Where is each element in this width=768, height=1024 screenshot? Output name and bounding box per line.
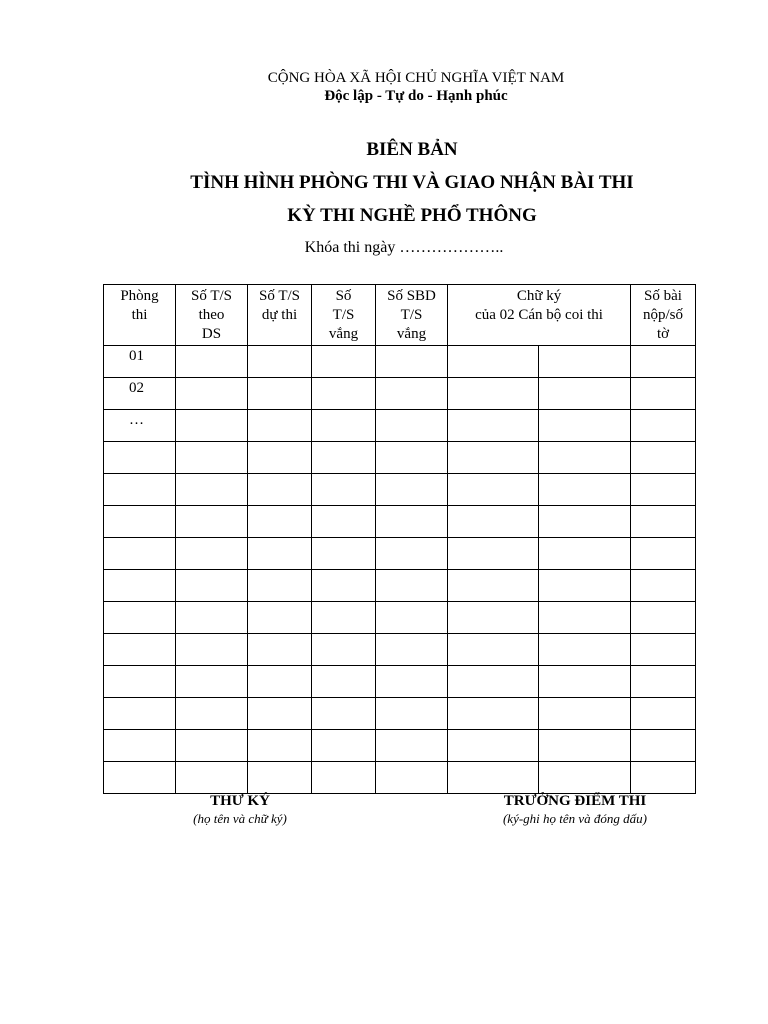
table-cell xyxy=(376,634,448,666)
table-cell xyxy=(539,474,631,506)
table-row xyxy=(104,474,696,506)
table-cell xyxy=(448,346,539,378)
room-number-cell xyxy=(104,506,176,538)
table-cell xyxy=(631,538,696,570)
table-cell xyxy=(248,602,312,634)
table-cell xyxy=(539,378,631,410)
col-header-listed-candidates xyxy=(176,285,248,346)
table-cell xyxy=(176,538,248,570)
table-cell xyxy=(539,602,631,634)
table-cell xyxy=(539,506,631,538)
col-header-proctor-signatures xyxy=(448,285,631,346)
table-cell xyxy=(312,634,376,666)
table-cell xyxy=(248,442,312,474)
table-cell xyxy=(312,346,376,378)
national-motto: Độc lập - Tự do - Hạnh phúc xyxy=(324,88,508,104)
header-text: theo xyxy=(198,307,225,323)
table-cell xyxy=(176,666,248,698)
table-cell xyxy=(376,442,448,474)
room-number-cell xyxy=(104,762,176,794)
table-cell xyxy=(248,474,312,506)
table-cell xyxy=(539,570,631,602)
table-cell xyxy=(631,698,696,730)
table-cell xyxy=(448,538,539,570)
table-cell xyxy=(539,538,631,570)
table-cell xyxy=(312,666,376,698)
table-cell xyxy=(376,762,448,794)
table-cell xyxy=(448,410,539,442)
room-number-cell xyxy=(104,442,176,474)
table-cell xyxy=(448,442,539,474)
room-number-cell xyxy=(104,538,176,570)
table-cell xyxy=(539,442,631,474)
table-cell xyxy=(312,762,376,794)
table-cell xyxy=(376,698,448,730)
header-text: T/S xyxy=(332,307,355,323)
header-text: vắng xyxy=(328,326,359,342)
document-title: BIÊN BẢN xyxy=(366,139,458,160)
table-cell xyxy=(539,762,631,794)
table-cell xyxy=(248,698,312,730)
table-cell xyxy=(176,442,248,474)
table-cell xyxy=(631,378,696,410)
table-cell xyxy=(631,730,696,762)
table-cell xyxy=(312,570,376,602)
table-header-row xyxy=(104,285,696,346)
table-cell xyxy=(448,570,539,602)
table-body xyxy=(104,346,696,794)
table-cell xyxy=(248,666,312,698)
table-cell xyxy=(631,570,696,602)
table-cell xyxy=(312,474,376,506)
room-number-cell xyxy=(104,634,176,666)
table-cell xyxy=(376,570,448,602)
table-cell xyxy=(631,346,696,378)
table-cell xyxy=(248,346,312,378)
table-cell xyxy=(312,730,376,762)
table-cell xyxy=(448,666,539,698)
header-text: T/S xyxy=(400,307,423,323)
table-cell xyxy=(248,506,312,538)
table-cell xyxy=(631,666,696,698)
table-cell xyxy=(448,730,539,762)
header-text: Số xyxy=(335,288,352,304)
table-row xyxy=(104,634,696,666)
header-text: Số T/S xyxy=(191,288,232,304)
header-text: thi xyxy=(131,307,148,323)
header-text: của 02 Cán bộ coi thi xyxy=(475,307,603,323)
table-cell xyxy=(176,474,248,506)
room-number-cell xyxy=(104,602,176,634)
header-text: vắng xyxy=(396,326,427,342)
table-cell xyxy=(539,346,631,378)
col-header-papers-submitted xyxy=(631,285,696,346)
table-cell xyxy=(631,474,696,506)
table-row xyxy=(104,378,696,410)
table-row xyxy=(104,410,696,442)
table-cell xyxy=(248,762,312,794)
table-row xyxy=(104,730,696,762)
table-cell xyxy=(631,762,696,794)
table-row xyxy=(104,538,696,570)
table-cell xyxy=(376,410,448,442)
room-number-cell xyxy=(104,698,176,730)
table-cell xyxy=(248,410,312,442)
table-cell xyxy=(248,634,312,666)
table-cell xyxy=(448,762,539,794)
table-cell xyxy=(448,634,539,666)
table-cell xyxy=(539,634,631,666)
table-cell xyxy=(176,730,248,762)
table-cell xyxy=(539,730,631,762)
table-cell xyxy=(631,602,696,634)
table-cell xyxy=(631,442,696,474)
col-header-room xyxy=(104,285,176,346)
table-cell xyxy=(376,666,448,698)
table-cell xyxy=(176,378,248,410)
table-cell xyxy=(376,602,448,634)
room-number-cell xyxy=(104,730,176,762)
room-number-cell: 02 xyxy=(104,378,176,410)
table-cell xyxy=(176,698,248,730)
exam-name: KỲ THI NGHỀ PHỔ THÔNG xyxy=(287,205,537,226)
header-text: DS xyxy=(201,326,222,342)
secretary-note: (họ tên và chữ ký) xyxy=(193,811,287,826)
room-number-cell xyxy=(104,666,176,698)
room-number-cell xyxy=(104,570,176,602)
head-note: (ký-ghi họ tên và đóng dấu) xyxy=(502,811,648,826)
col-header-present-candidates xyxy=(248,285,312,346)
secretary-title: THƯ KÝ xyxy=(210,793,270,809)
table-cell xyxy=(539,698,631,730)
document-subtitle: TÌNH HÌNH PHÒNG THI VÀ GIAO NHẬN BÀI THI xyxy=(190,172,634,193)
header-text: dự thi xyxy=(261,307,298,323)
table-cell xyxy=(248,570,312,602)
table-cell xyxy=(176,602,248,634)
header-text: Số SBD xyxy=(387,288,436,304)
table-cell xyxy=(176,634,248,666)
table-cell xyxy=(248,378,312,410)
room-number-cell xyxy=(104,474,176,506)
table-row xyxy=(104,346,696,378)
table-cell xyxy=(176,570,248,602)
table-cell xyxy=(176,506,248,538)
table-cell xyxy=(539,410,631,442)
table-cell xyxy=(631,506,696,538)
table-cell xyxy=(376,538,448,570)
table-cell xyxy=(631,634,696,666)
header-text: nộp/số xyxy=(643,307,684,323)
table-cell xyxy=(312,506,376,538)
col-header-absent-ids xyxy=(376,285,448,346)
table-cell xyxy=(376,730,448,762)
table-cell xyxy=(312,378,376,410)
table-cell xyxy=(448,698,539,730)
table-cell xyxy=(248,730,312,762)
table-cell xyxy=(376,346,448,378)
table-row xyxy=(104,762,696,794)
table-cell xyxy=(376,474,448,506)
national-title: CỘNG HÒA XÃ HỘI CHỦ NGHĨA VIỆT NAM xyxy=(267,70,565,86)
course-date-line: Khóa thi ngày ……………….. xyxy=(304,239,504,256)
table-cell xyxy=(312,538,376,570)
secretary-signature-block xyxy=(160,793,320,827)
table-cell xyxy=(448,474,539,506)
table-cell xyxy=(376,506,448,538)
table-row xyxy=(104,698,696,730)
exam-room-table xyxy=(103,284,696,794)
table-cell xyxy=(539,666,631,698)
table-cell xyxy=(176,762,248,794)
table-cell xyxy=(312,602,376,634)
head-signature-block xyxy=(460,793,690,827)
table-cell xyxy=(376,378,448,410)
room-number-cell: 01 xyxy=(104,346,176,378)
table-row xyxy=(104,442,696,474)
table-row xyxy=(104,506,696,538)
header-text: Số T/S xyxy=(259,288,300,304)
room-number-cell: … xyxy=(104,410,176,442)
col-header-absent-count xyxy=(312,285,376,346)
header-text: Phòng xyxy=(120,288,159,304)
header-text: Chữ ký xyxy=(516,288,562,304)
head-title: TRƯỞNG ĐIỂM THI xyxy=(503,793,647,809)
header-text: Số bài xyxy=(644,288,682,304)
table-row xyxy=(104,570,696,602)
table-cell xyxy=(448,378,539,410)
table-cell xyxy=(448,602,539,634)
table-cell xyxy=(248,538,312,570)
table-cell xyxy=(176,346,248,378)
table-cell xyxy=(176,410,248,442)
table-row xyxy=(104,666,696,698)
table-cell xyxy=(312,442,376,474)
table-cell xyxy=(312,410,376,442)
table-cell xyxy=(631,410,696,442)
header-text: tờ xyxy=(656,326,670,342)
table-cell xyxy=(312,698,376,730)
table-cell xyxy=(448,506,539,538)
table-row xyxy=(104,602,696,634)
